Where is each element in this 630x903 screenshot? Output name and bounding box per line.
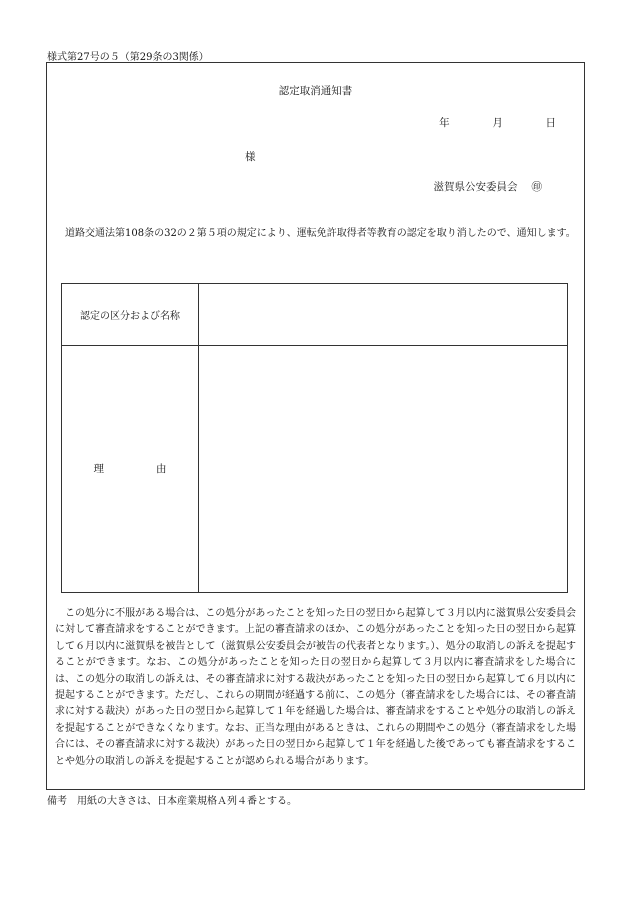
seal-mark: ㊞ xyxy=(531,181,542,193)
notice-form xyxy=(46,62,585,790)
body-text: 道路交通法第108条の32の２第５項の規定により、運転免許取得者等教育の認定を取り消したので、通知します。 xyxy=(65,228,576,239)
date-line xyxy=(439,115,556,130)
issuer-name: 滋賀県公安委員会 xyxy=(433,181,518,193)
remarks-text: 用紙の大きさは、日本産業規格Ａ列４番とする。 xyxy=(77,796,297,807)
document-title: 認定取消通知書 xyxy=(278,85,353,97)
reason-label xyxy=(62,345,198,592)
appeal-notice-text: この処分に不服がある場合は、この処分があったことを知った日の翌日から起算して３月以内に滋賀県公安委員会に対して審査請求をすることができます。上記の審査請求のほか、この処分があったことを知った日の翌日から起算して６月以内に滋賀県を被告として（滋賀県公安委員会が被告の代表者となります。）、処分の取消しの訴えを提起することができます。なお、この処分があったことを知った日の翌日から起算して３月以内に審査請求をした場合には、この処分の取消しの訴えは、その審査請求に対する裁決があったことを知った日の翌日から起算して６月以内に提起することができます。ただし、これらの期間が経過する前に、この処分（審査請求をした場合には、その審査請求に対する裁決）があった日の翌日から起算して１年を経過した場合は、審査請求をすることや処分の取消しの訴えを提起することができなくなります。なお、正当な理由があるときは、これらの期間やこの処分（審査請求をした場合には、その審査請求に対する裁決）があった日の翌日から起算して１年を経過した後であっても審査請求をすることや処分の取消しの訴えを提起することが認められる場合があります。 xyxy=(55,608,576,767)
addressee-line: 様 xyxy=(245,151,256,163)
date-day: 日 xyxy=(545,117,556,129)
reason-field[interactable] xyxy=(199,346,567,592)
reason-label-char-2: 由 xyxy=(156,463,167,475)
issuer-line xyxy=(434,179,543,194)
date-month: 月 xyxy=(492,117,503,129)
remarks-line xyxy=(47,792,297,807)
details-table xyxy=(61,283,568,593)
date-year: 年 xyxy=(439,117,450,129)
category-name-label: 認定の区分および名称 xyxy=(80,311,180,322)
category-name-field[interactable] xyxy=(199,284,567,345)
reason-label-char-1: 理 xyxy=(93,463,104,475)
form-number-label: 様式第27号の５（第29条の3関係） xyxy=(47,52,209,63)
remarks-label: 備考 xyxy=(47,796,67,807)
